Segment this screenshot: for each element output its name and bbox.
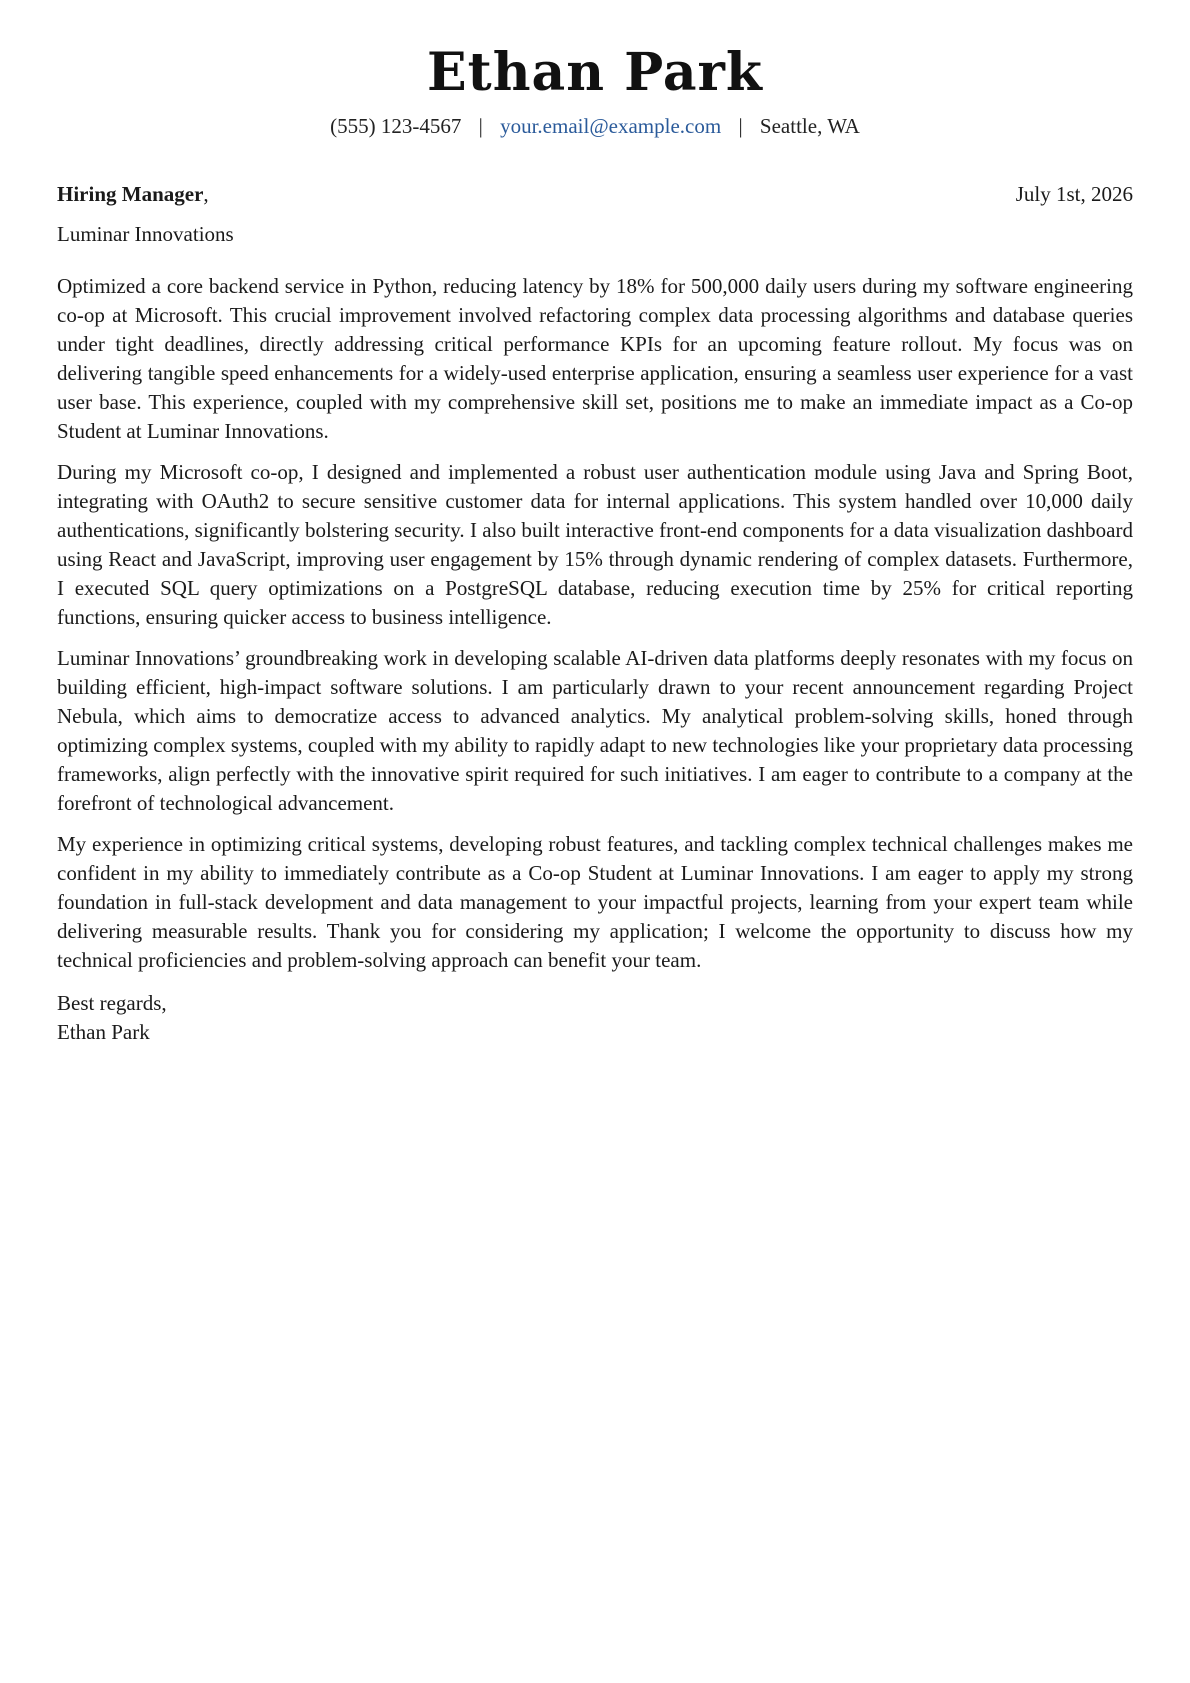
separator: | <box>738 114 743 138</box>
paragraph-2: During my Microsoft co-op, I designed and implemented a robust user authentication module using Java and Spring Boot, integrating with OAuth2 to secure sensitive customer data for internal applications. This system handled over 10,000 daily authentications, significantly bolstering security. I also built interactive front-end components for a data visualization dashboard using React and JavaScript, improving user engagement by 15% through dynamic rendering of complex datasets. Furthermore, I executed SQL query optimizations on a PostgreSQL database, reducing execution time by 25% for critical reporting functions, ensuring quicker access to business intelligence. <box>57 460 1133 629</box>
recipient <box>57 180 209 209</box>
phone-number: (555) 123-4567 <box>330 114 462 138</box>
contact-line <box>0 112 1190 140</box>
applicant-name: Ethan Park <box>427 42 763 103</box>
recipient-comma: , <box>203 182 209 206</box>
recipient-name: Hiring Manager <box>57 182 204 206</box>
letter-date: July 1st, 2026 <box>1015 182 1133 206</box>
location: Seattle, WA <box>759 114 860 138</box>
letter-header <box>0 40 1190 140</box>
salutation-row <box>57 180 1133 209</box>
letter-body <box>57 180 1133 1047</box>
paragraph-3: Luminar Innovations’ groundbreaking work in developing scalable AI-driven data platforms deeply resonates with my focus on building efficient, high-impact software solutions. I am particularly drawn to your recent announcement regarding Project Nebula, which aims to democratize access to advanced analytics. My analytical problem-solving skills, honed through optimizing complex systems, coupled with my ability to rapidly adapt to new technologies like your proprietary data processing frameworks, align perfectly with the innovative spirit required for such initiatives. I am eager to contribute to a company at the forefront of technological advancement. <box>57 646 1133 815</box>
email-link[interactable]: your.email@example.com <box>500 114 722 138</box>
paragraph-1: Optimized a core backend service in Python, reducing latency by 18% for 500,000 daily users during my software engineering co-op at Microsoft. This crucial improvement involved refactoring complex data processing algorithms and database queries under tight deadlines, directly addressing critical performance KPIs for an upcoming feature rollout. My focus was on delivering tangible speed enhancements for a widely-used enterprise application, ensuring a seamless user experience for a vast user base. This experience, coupled with my comprehensive skill set, positions me to make an immediate impact as a Co-op Student at Luminar Innovations. <box>57 274 1133 443</box>
signature: Ethan Park <box>57 1020 150 1044</box>
paragraph-4: My experience in optimizing critical systems, developing robust features, and tackling complex technical challenges makes me confident in my ability to immediately contribute as a Co-op Student at Luminar Innovations. I am eager to apply my strong foundation in full-stack development and data management to your impactful projects, learning from your expert team while delivering measurable results. Thank you for considering my application; I welcome the opportunity to discuss how my technical proficiencies and problem-solving approach can benefit your team. <box>57 832 1133 972</box>
closing: Best regards, <box>57 991 167 1015</box>
company-name: Luminar Innovations <box>57 222 234 246</box>
separator: | <box>478 114 483 138</box>
